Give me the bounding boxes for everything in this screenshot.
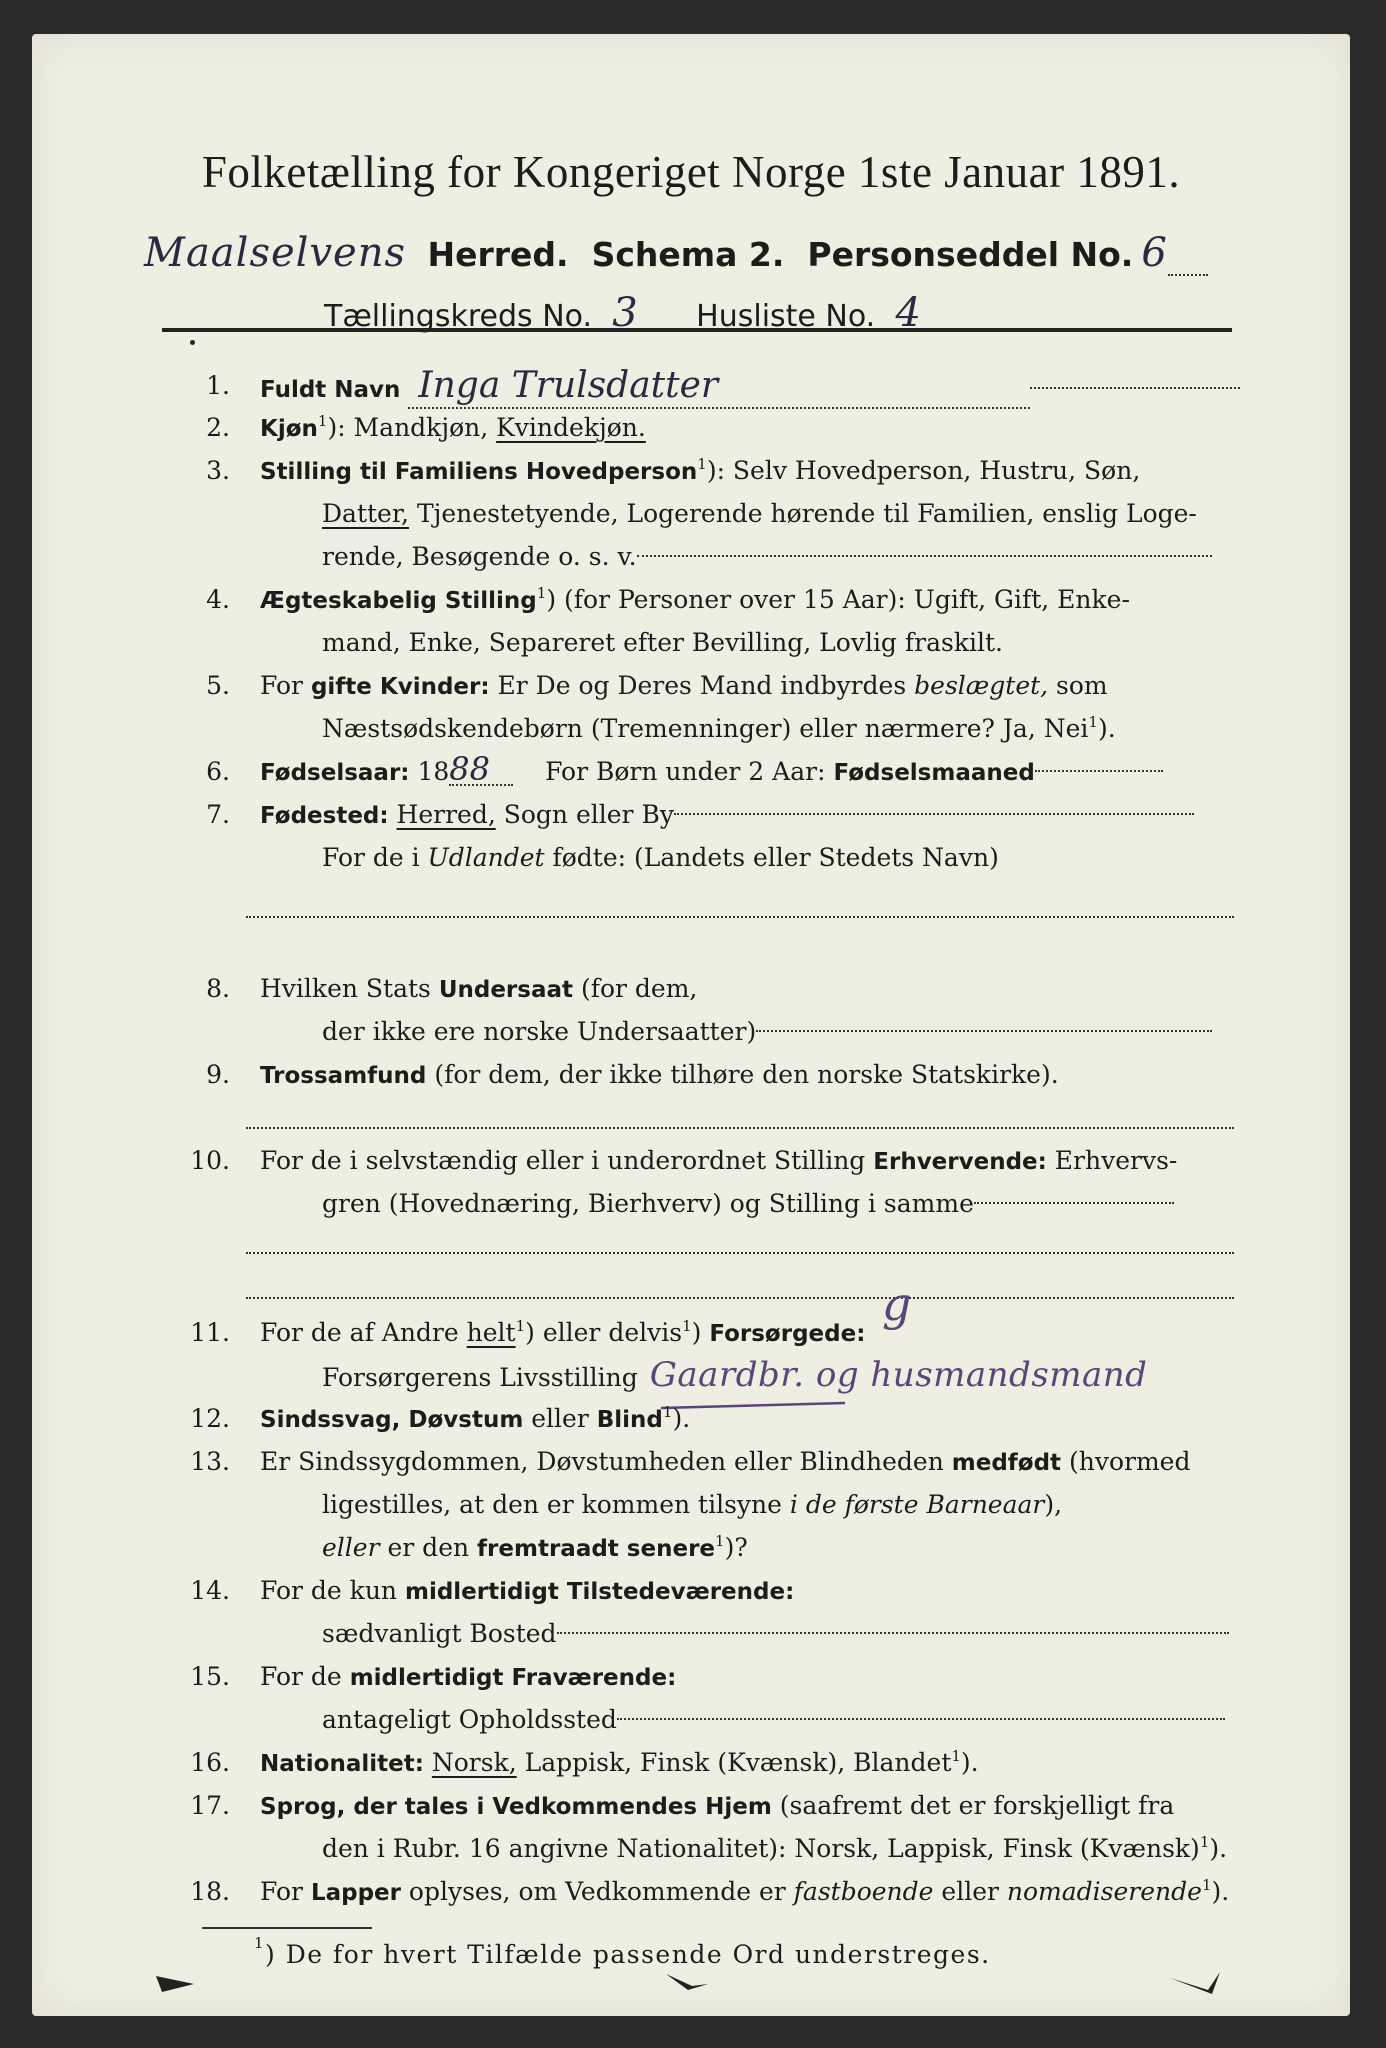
ink-dot xyxy=(190,340,195,345)
name-value: Inga Trulsdatter xyxy=(408,364,1030,409)
row-text: For de i xyxy=(322,843,428,872)
birth-year-value: 88 xyxy=(449,754,513,786)
row-text: For de xyxy=(260,1662,350,1691)
footnote-ref: 1 xyxy=(536,584,547,602)
row-text: Tjenestetyende, Logerende hørende til Familien, enslig Loge- xyxy=(409,499,1197,528)
row-number: 1. xyxy=(206,371,230,400)
corner-mark-right xyxy=(1168,1968,1224,1998)
row-text: ): Mandkjøn, xyxy=(327,413,497,442)
row-label: Fødselsmaaned xyxy=(833,760,1035,786)
row-number: 15. xyxy=(190,1662,230,1691)
row-number: 10. xyxy=(190,1146,230,1175)
row-text: ). xyxy=(1097,714,1116,743)
row-text: For xyxy=(260,671,311,700)
row-label: medfødt xyxy=(951,1450,1062,1476)
blank-dotted-line xyxy=(246,1127,1234,1129)
underlined-choice: helt xyxy=(466,1318,516,1347)
row-label: Kjøn xyxy=(260,416,318,442)
row-label: Sprog, der tales i Vedkommendes Hjem xyxy=(260,1794,772,1820)
husliste-number: 4 xyxy=(875,296,941,332)
row-label: Erhvervende: xyxy=(873,1149,1047,1175)
personseddel-number: 6 xyxy=(1141,230,1168,276)
row-number: 7. xyxy=(206,800,230,829)
personseddel-label: Personseddel No. xyxy=(807,235,1134,274)
row-text: For de i selvstændig eller i underordnet Stilling xyxy=(260,1146,874,1175)
dot-leader xyxy=(617,1718,1225,1720)
dot-leader xyxy=(756,1030,1212,1032)
row-text: eller xyxy=(523,1404,597,1433)
row-number: 17. xyxy=(190,1791,230,1820)
row-text: )? xyxy=(724,1533,748,1562)
husliste-label: Husliste No. xyxy=(696,299,876,334)
handwritten-mark: g xyxy=(882,1277,912,1331)
row-text: som xyxy=(1048,671,1108,700)
footnote-ref: 1 xyxy=(715,1532,725,1550)
row-text: Lappisk, Finsk (Kvænsk), Blandet xyxy=(516,1748,952,1777)
municipality-handwritten: Maalselvens xyxy=(144,230,406,276)
row-number: 8. xyxy=(206,974,230,1003)
row-label: Sindssvag, Døvstum xyxy=(260,1407,524,1433)
row-number: 16. xyxy=(190,1748,230,1777)
row-number: 9. xyxy=(206,1060,230,1089)
kreds-label: Tællingskreds No. xyxy=(324,299,592,334)
underlined-choice: Norsk, xyxy=(431,1748,517,1777)
row-number: 13. xyxy=(190,1447,230,1476)
dot-leader xyxy=(1035,770,1163,772)
row-text-italic: eller xyxy=(322,1533,380,1562)
row-label: Blind xyxy=(596,1407,663,1433)
corner-mark-center xyxy=(662,1970,712,1998)
row-text-italic: nomadiserende xyxy=(1006,1877,1202,1906)
row-text: Erhvervs- xyxy=(1046,1146,1178,1175)
row-text: den i Rubr. 16 angivne Nationalitet): Norsk, Lappisk, Finsk (Kvænsk) xyxy=(322,1834,1200,1863)
dot-leader xyxy=(974,1202,1174,1204)
footnote-ref: 1 xyxy=(1199,1833,1210,1851)
footnote xyxy=(254,1934,991,1969)
row-number: 6. xyxy=(206,757,230,786)
row-label: midlertidigt Tilstedeværende: xyxy=(404,1579,795,1605)
row-label: Lapper xyxy=(310,1880,401,1906)
row-text: Er De og Deres Mand indbyrdes xyxy=(489,671,915,700)
row-text: Sogn eller By xyxy=(495,800,674,829)
dot-leader xyxy=(674,813,1194,815)
row-text: ) (for Personer over 15 Aar): Ugift, Gift, Enke- xyxy=(546,585,1130,614)
row-label: Undersaat xyxy=(438,977,573,1003)
row-text: ): Selv Hovedperson, Hustru, Søn, xyxy=(706,456,1141,485)
row-text: Næstsødskendebørn (Tremenninger) eller nærmere? Ja, Nei xyxy=(322,714,1089,743)
row-label: midlertidigt Fraværende: xyxy=(349,1665,677,1691)
footnote-rule xyxy=(202,1927,372,1929)
row-text: der ikke ere norske Undersaatter) xyxy=(322,1017,757,1046)
row-text: ). xyxy=(1209,1834,1228,1863)
row-text: ). xyxy=(960,1748,979,1777)
kreds-number: 3 xyxy=(592,296,658,332)
dot-leader xyxy=(1030,387,1240,389)
row-text: oplyses, om Vedkommende er xyxy=(400,1877,794,1906)
footnote-ref: 1 xyxy=(697,455,707,473)
underlined-choice: Herred, xyxy=(396,800,496,829)
row-label: fremtraadt senere xyxy=(477,1536,716,1562)
row-number: 4. xyxy=(206,585,230,614)
row-text: Forsørgerens Livsstilling xyxy=(322,1363,638,1392)
row-text: fødte: (Landets eller Stedets Navn) xyxy=(544,843,999,872)
blank-dotted-line xyxy=(246,1252,1234,1254)
row-text: For de af Andre xyxy=(260,1318,467,1347)
row-number: 14. xyxy=(190,1576,230,1605)
footnote-ref: 1 xyxy=(1201,1876,1212,1894)
row-number: 2. xyxy=(206,413,230,442)
row-text: (saafremt det er forskjelligt fra xyxy=(771,1791,1175,1820)
row-text-italic: beslægtet, xyxy=(914,671,1049,700)
footnote-ref: 1 xyxy=(682,1317,692,1335)
row-label: Stilling til Familiens Hovedperson xyxy=(260,459,698,485)
row-number: 11. xyxy=(190,1318,230,1347)
row-text: For de kun xyxy=(260,1576,405,1605)
row-text: mand, Enke, Separeret efter Bevilling, Lovlig fraskilt. xyxy=(322,628,1003,657)
footnote-text: ) De for hvert Tilfælde passende Ord understreges. xyxy=(265,1940,991,1969)
row-text: ). xyxy=(1211,1877,1230,1906)
row-text-italic: i de første Barneaar xyxy=(789,1490,1045,1519)
blank-dotted-line xyxy=(246,1297,1234,1299)
row-text: (for dem, xyxy=(573,974,698,1003)
row-label: Fødested: xyxy=(260,803,389,829)
form-header-line xyxy=(144,230,1244,276)
row-text: Er Sindssygdommen, Døvstumheden eller Blindheden xyxy=(260,1447,952,1476)
corner-mark-left xyxy=(154,1972,200,1996)
row-text: ) eller delvis xyxy=(525,1318,683,1347)
footnote-ref: 1 xyxy=(951,1747,961,1765)
blank-dotted-line xyxy=(246,916,1234,918)
row-number: 5. xyxy=(206,671,230,700)
footnote-ref: 1 xyxy=(317,412,328,430)
census-form-sheet xyxy=(32,34,1350,2016)
row-label: Ægteskabelig Stilling xyxy=(260,588,537,614)
row-label: Fuldt Navn xyxy=(260,377,401,403)
row-text: Hvilken Stats xyxy=(260,974,439,1003)
schema-label: Schema 2. xyxy=(591,235,785,274)
row-text: (for dem, der ikke tilhøre den norske Statskirke). xyxy=(426,1060,1059,1089)
row-label: Nationalitet: xyxy=(260,1751,424,1777)
herred-label: Herred. xyxy=(427,235,569,274)
form-title: Folketælling for Kongeriget Norge 1ste Januar 1891. xyxy=(201,147,1181,197)
row-text: (hvormed xyxy=(1061,1447,1191,1476)
row-text: ) xyxy=(691,1318,710,1347)
row-text: For xyxy=(260,1877,311,1906)
row-text: ), xyxy=(1044,1490,1063,1519)
row-text: rende, Besøgende o. s. v. xyxy=(322,542,637,571)
row-text: antageligt Opholdssted xyxy=(322,1705,617,1734)
row-text: gren (Hovednæring, Bierhverv) og Stilling i samme xyxy=(322,1189,974,1218)
dot-leader xyxy=(557,1632,1229,1634)
row-text: ligestilles, at den er kommen tilsyne xyxy=(322,1490,790,1519)
underlined-choice: Kvindekjøn. xyxy=(496,413,646,442)
row-number: 12. xyxy=(190,1404,230,1433)
row-text: sædvanligt Bosted xyxy=(322,1619,557,1648)
row-label: Forsørgede: xyxy=(709,1321,866,1347)
personseddel-dots xyxy=(1168,273,1208,276)
header-rule xyxy=(162,328,1232,332)
provider-occupation-value: Gaardbr. og husmandsmand xyxy=(649,1355,1148,1395)
row-text: 18 xyxy=(409,757,450,786)
footnote-ref: 1 xyxy=(1088,713,1098,731)
row-text-italic: Udlandet xyxy=(427,843,545,872)
footnote-ref: 1 xyxy=(254,1934,266,1952)
row-text: er den xyxy=(379,1533,478,1562)
underlined-choice: Datter, xyxy=(322,499,409,528)
row-text: ). xyxy=(672,1404,691,1433)
row-label: gifte Kvinder: xyxy=(310,674,490,700)
row-text: For Børn under 2 Aar: xyxy=(545,757,834,786)
footnote-ref: 1 xyxy=(662,1403,673,1421)
row-text: eller xyxy=(933,1877,1007,1906)
row-number: 3. xyxy=(206,456,230,485)
row-label: Trossamfund xyxy=(260,1063,427,1089)
row-number: 18. xyxy=(190,1877,230,1906)
row-text-italic: fastboende xyxy=(793,1877,934,1906)
row-label: Fødselsaar: xyxy=(260,760,410,786)
footnote-ref: 1 xyxy=(515,1317,526,1335)
dot-leader xyxy=(637,555,1212,557)
